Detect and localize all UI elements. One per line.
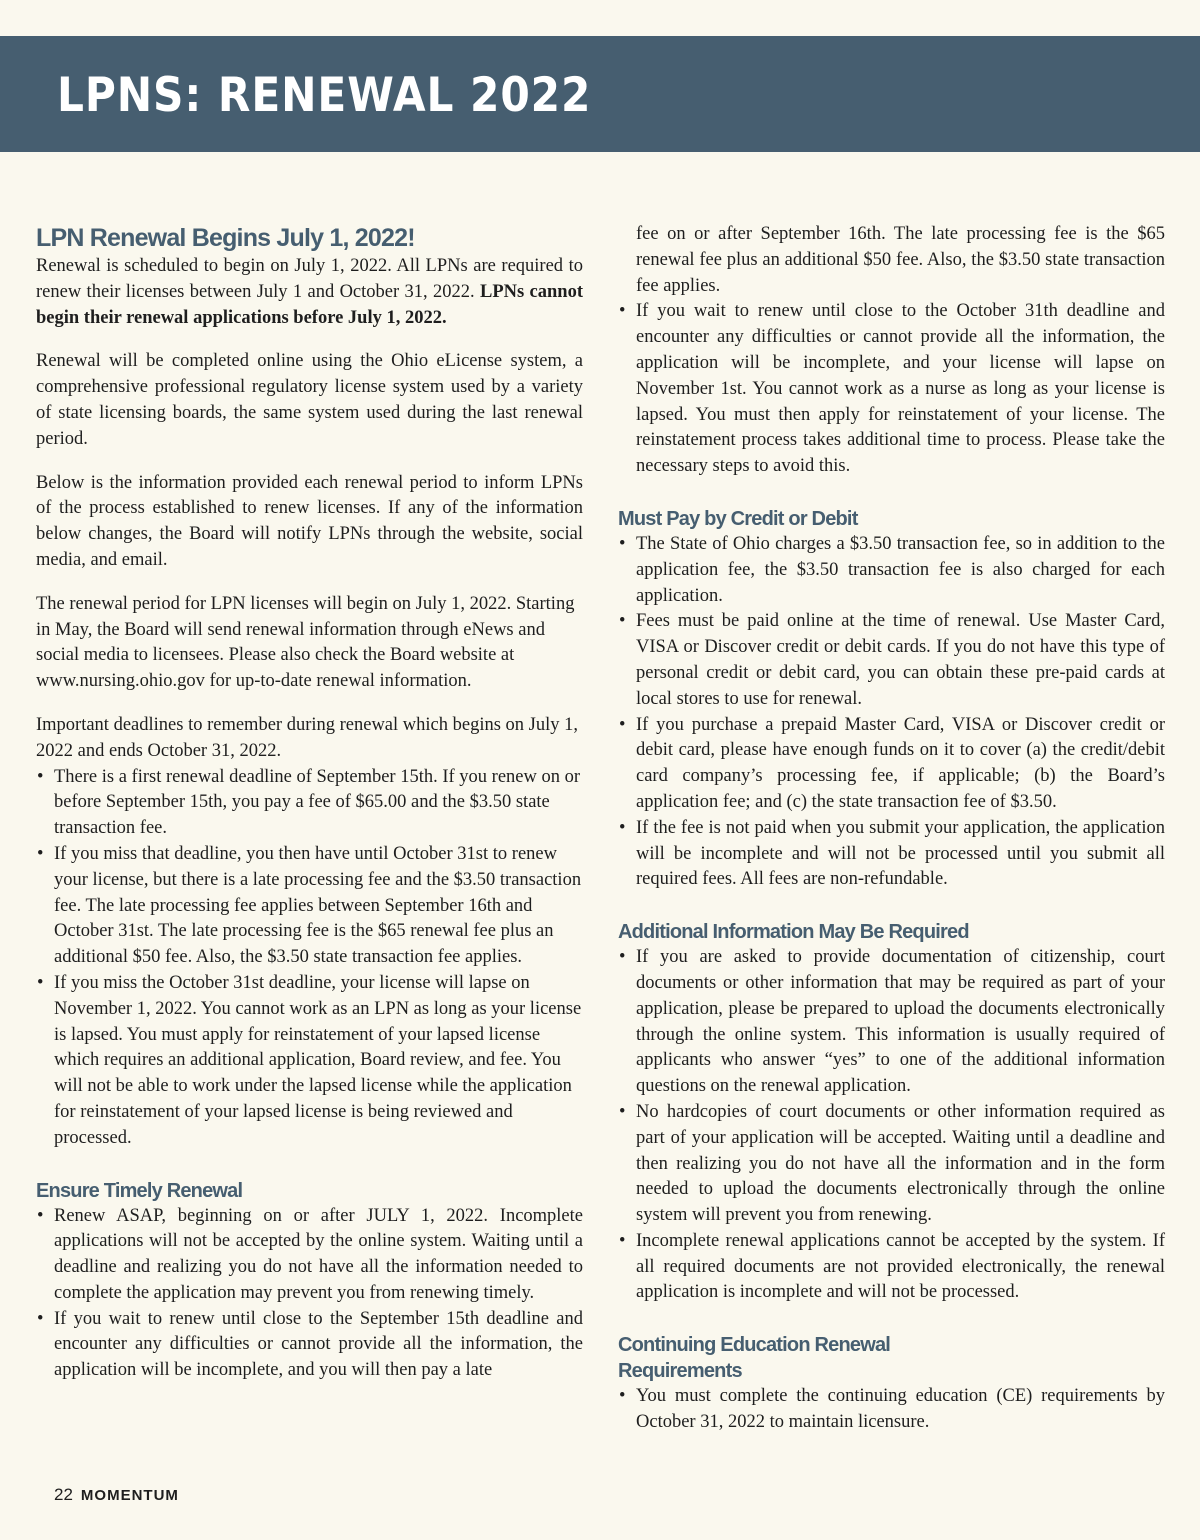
additional-info-list xyxy=(618,945,1165,1306)
list-item: • If the fee is not paid when you submit your application, the application will be incomplete and will not be processed until you submit all required fees. All fees are non-refundable. xyxy=(618,816,1165,893)
list-item: • If you wait to renew until close to the October 31th deadline and encounter any difficulties or cannot provide all the information, the application will be incomplete, and your license will lapse on November 1st. You cannot work as a nurse as long as your license is lapsed. You must then apply for reinstatement of your license. The reinstatement process takes additional time to process. Please take the necessary steps to avoid this. xyxy=(618,299,1165,480)
list-item: • If you wait to renew until close to the September 15th deadline and encounter any difficulties or cannot provide all the information, the application will be incomplete, and you will then pay a late xyxy=(36,1307,583,1384)
page-footer xyxy=(54,1485,179,1505)
deadlines-list xyxy=(36,765,583,1152)
list-item: • If you purchase a prepaid Master Card, VISA or Discover credit or debit card, please have enough funds on it to cover (a) the credit/debit card company’s processing fee, if applicable; (b) the Board’s application fee; and (c) the state transaction fee of $3.50. xyxy=(618,713,1165,816)
deadlines-intro: Important deadlines to remember during renewal which begins on July 1, 2022 and ends October 31, 2022. xyxy=(36,714,579,761)
elicense-paragraph: Renewal will be completed online using the Ohio eLicense system, a comprehensive professional regulatory license system used by a variety of state licensing boards, the same system used during the last renewal period. xyxy=(36,351,583,449)
magazine-name: MOMENTUM xyxy=(80,1487,179,1504)
section-heading-renewal: LPN Renewal Begins July 1, 2022! xyxy=(36,224,415,252)
right-column xyxy=(618,222,1165,1436)
intro-paragraph: Renewal is scheduled to begin on July 1, 2022. All LPNs are required to renew their licenses between July 1 and October 31, 2022. LPNs cannot begin their renewal applications before July 1, 2022. xyxy=(36,256,583,328)
timely-list xyxy=(36,1204,583,1385)
list-item: • Fees must be paid online at the time of renewal. Use Master Card, VISA or Discover credit or debit cards. If you do not have this type of personal credit or debit card, you can obtain these pre-paid cards at local stores to use for renewal. xyxy=(618,609,1165,712)
list-item: • If you miss the October 31st deadline, your license will lapse on November 1, 2022. You cannot work as an LPN as long as your license is lapsed. You must apply for reinstatement of your lapsed license which requires an additional application, Board review, and fee. You will not be able to work under the lapsed license while the application for reinstatement of your lapsed license is being reviewed and processed. xyxy=(36,971,583,1152)
intro-bold-note: LPNs cannot begin their renewal applications before July 1, 2022. xyxy=(36,281,583,328)
payment-list xyxy=(618,532,1165,893)
section-heading-ce: Continuing Education Renewal Requirements xyxy=(618,1334,891,1383)
renewal-period-paragraph: The renewal period for LPN licenses will begin on July 1, 2022. Starting in May, the Board will send renewal information through eNews and social media to licensees. Please also check the Board website at www.nursing.ohio.gov for up-to-date renewal information. xyxy=(36,593,575,692)
page-title: LPNS: RENEWAL 2022 xyxy=(57,68,592,123)
list-item: • The State of Ohio charges a $3.50 transaction fee, so in addition to the application fee, the $3.50 transaction fee is also charged for each application. xyxy=(618,532,1165,609)
section-heading-additional-info: Additional Information May Be Required xyxy=(618,921,969,944)
list-item: • There is a first renewal deadline of September 15th. If you renew on or before September 15th, you pay a fee of $65.00 and the $3.50 state transaction fee. xyxy=(36,765,583,842)
left-column xyxy=(36,222,583,1384)
list-item: • You must complete the continuing education (CE) requirements by October 31, 2022 to maintain licensure. xyxy=(618,1384,1165,1436)
section-heading-payment: Must Pay by Credit or Debit xyxy=(618,507,858,530)
list-item: • If you are asked to provide documentation of citizenship, court documents or other information that may be required as part of your application, please be prepared to upload the documents electronically through the online system. This information is usually required of applicants who answer “yes” to one of the additional information questions on the renewal application. xyxy=(618,945,1165,1100)
page-number: 22 xyxy=(54,1485,73,1504)
section-heading-timely: Ensure Timely Renewal xyxy=(36,1179,243,1202)
process-paragraph: Below is the information provided each renewal period to inform LPNs of the process established to renew licenses. If any of the information below changes, the Board will notify LPNs through the website, social media, and email. xyxy=(36,472,583,570)
list-item: • If you miss that deadline, you then have until October 31st to renew your license, but there is a late processing fee and the $3.50 transaction fee. The late processing fee applies between September 16th and October 31st. The late processing fee is the $65 renewal fee plus an additional $50 fee. Also, the $3.50 state transaction fee applies. xyxy=(36,842,583,971)
list-item: • Renew ASAP, beginning on or after JULY 1, 2022. Incomplete applications will not be accepted by the online system. Waiting until a deadline and realizing you do not have all the information needed to complete the application may prevent you from renewing timely. xyxy=(36,1204,583,1307)
list-item: • Incomplete renewal applications cannot be accepted by the system. If all required documents are not provided electronically, the renewal application is incomplete and will not be processed. xyxy=(618,1229,1165,1306)
continued-text: fee on or after September 16th. The late processing fee is the $65 renewal fee plus an additional $50 fee. Also, the $3.50 state transaction fee applies. xyxy=(636,224,1165,296)
ce-list xyxy=(618,1384,1165,1436)
list-item: • No hardcopies of court documents or other information required as part of your application will be accepted. Waiting until a deadline and then realizing you do not have all the information and in the form needed to upload the documents electronically through the online system will prevent you from renewing. xyxy=(618,1100,1165,1229)
title-banner xyxy=(0,36,1200,152)
timely-list-continued xyxy=(618,299,1165,480)
